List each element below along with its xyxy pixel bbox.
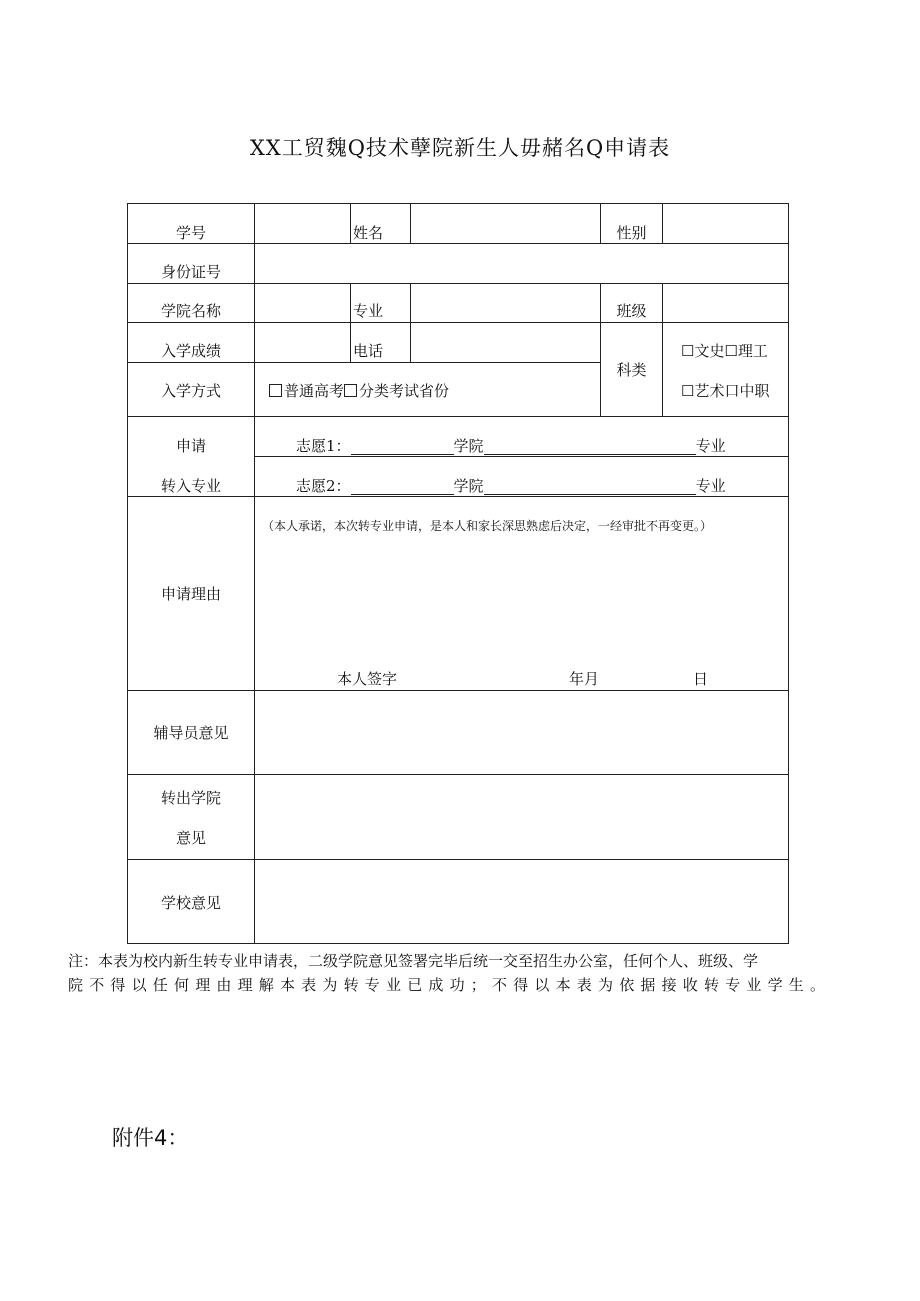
wish1-college-suffix: 学院	[453, 437, 484, 455]
day-label: 日	[693, 670, 709, 688]
transfer-out-opinion-field[interactable]	[258, 779, 784, 855]
row-divider	[128, 416, 788, 417]
subject-label: 科类	[616, 361, 647, 379]
column-divider	[410, 283, 411, 362]
wish1-college-input[interactable]	[351, 439, 454, 455]
entrance-score-label: 入学成绩	[160, 342, 221, 360]
transfer-out-label-line2: 意见	[175, 829, 206, 847]
subject-checkbox-wenshi[interactable]: ☐	[681, 342, 695, 360]
subject-checkbox-yishu[interactable]: ☐	[681, 382, 695, 400]
reason-label: 申请理由	[160, 585, 221, 603]
application-form-table	[127, 203, 789, 944]
wish2-major-suffix: 专业	[695, 477, 726, 495]
row-divider	[128, 243, 788, 244]
class-label: 班级	[616, 302, 647, 320]
admission-option-putong: 普通高考	[284, 382, 345, 400]
column-divider	[254, 204, 255, 943]
admission-checkbox-fenlei[interactable]	[344, 384, 357, 397]
admission-option-fenlei: 分类考试省份	[359, 382, 450, 400]
counselor-opinion-label: 辅导员意见	[153, 724, 229, 742]
wish1-row	[296, 437, 726, 455]
subject-option-yishu: 艺术	[694, 382, 725, 400]
form-title: XX工贸魏Q技术孽院新生人毋赭名Q申请表	[249, 136, 671, 160]
wish2-row	[296, 477, 726, 495]
wish2-major-input[interactable]	[484, 479, 696, 495]
entrance-score-field[interactable]	[256, 327, 350, 360]
student-id-field[interactable]	[256, 215, 350, 241]
row-divider	[255, 456, 788, 457]
column-divider	[350, 283, 351, 362]
class-field[interactable]	[664, 288, 786, 320]
college-name-field[interactable]	[256, 288, 350, 320]
row-divider	[128, 496, 788, 497]
phone-label: 电话	[353, 342, 384, 360]
subject-checkbox-zhongzhi[interactable]: 口	[724, 382, 740, 400]
row-divider	[128, 322, 788, 323]
subject-option-zhongzhi: 中职	[739, 382, 770, 400]
apply-label-line1: 申请	[175, 437, 206, 455]
student-id-label: 学号	[175, 224, 206, 242]
form-note	[68, 949, 852, 997]
school-opinion-field[interactable]	[258, 864, 784, 940]
wish1-label: 志愿1：	[296, 437, 351, 455]
row-divider	[128, 774, 788, 775]
id-card-label: 身份证号	[160, 263, 221, 281]
subject-options-row2	[681, 382, 770, 400]
column-divider	[662, 283, 663, 416]
signature-label: 本人签字	[337, 670, 398, 688]
apply-label-line2: 转入专业	[160, 477, 221, 495]
wish2-label: 志愿2：	[296, 477, 351, 495]
transfer-out-label-line1: 转出学院	[160, 789, 221, 807]
column-divider	[410, 204, 411, 243]
row-divider	[128, 362, 600, 363]
subject-option-ligong: 理工	[737, 342, 768, 360]
note-line-1: 注：本表为校内新生转专业申请表，二级学院意见签署完毕后统一交至招生办公室，任何个人、班级、学	[68, 952, 759, 970]
row-divider	[128, 283, 788, 284]
wish1-major-input[interactable]	[484, 439, 696, 455]
admission-checkbox-putong[interactable]	[269, 384, 282, 397]
id-card-field[interactable]	[256, 248, 786, 280]
gender-field[interactable]	[664, 215, 786, 241]
subject-options-row1	[681, 342, 768, 360]
year-month-label: 年月	[569, 670, 600, 688]
admission-method-label: 入学方式	[160, 382, 221, 400]
row-divider	[128, 690, 788, 691]
attachment-label: 附件4：	[112, 1126, 189, 1150]
school-opinion-label: 学校意见	[160, 894, 221, 912]
wish2-college-input[interactable]	[351, 479, 454, 495]
subject-option-wenshi: 文史	[694, 342, 725, 360]
column-divider	[350, 204, 351, 243]
name-label: 姓名	[353, 224, 384, 242]
major-field[interactable]	[412, 288, 600, 320]
reason-pledge: （本人承诺，本次转专业申请，是本人和家长深思熟虑后决定，一经审批不再变更。）	[262, 519, 713, 533]
college-name-label: 学院名称	[160, 302, 221, 320]
wish2-college-suffix: 学院	[453, 477, 484, 495]
reason-textarea[interactable]	[258, 539, 784, 664]
wish1-major-suffix: 专业	[695, 437, 726, 455]
phone-field[interactable]	[412, 327, 600, 360]
gender-label: 性别	[616, 224, 647, 242]
counselor-opinion-field[interactable]	[258, 694, 784, 770]
note-line-2: 院不得以任何理由理解本表为转专业已成功；不得以本表为依据接收转专业学生。	[68, 976, 832, 994]
major-label: 专业	[353, 302, 384, 320]
name-field[interactable]	[412, 215, 600, 241]
column-divider	[662, 204, 663, 243]
admission-options	[269, 382, 449, 400]
subject-checkbox-ligong[interactable]: ☐	[724, 342, 738, 360]
row-divider	[128, 859, 788, 860]
